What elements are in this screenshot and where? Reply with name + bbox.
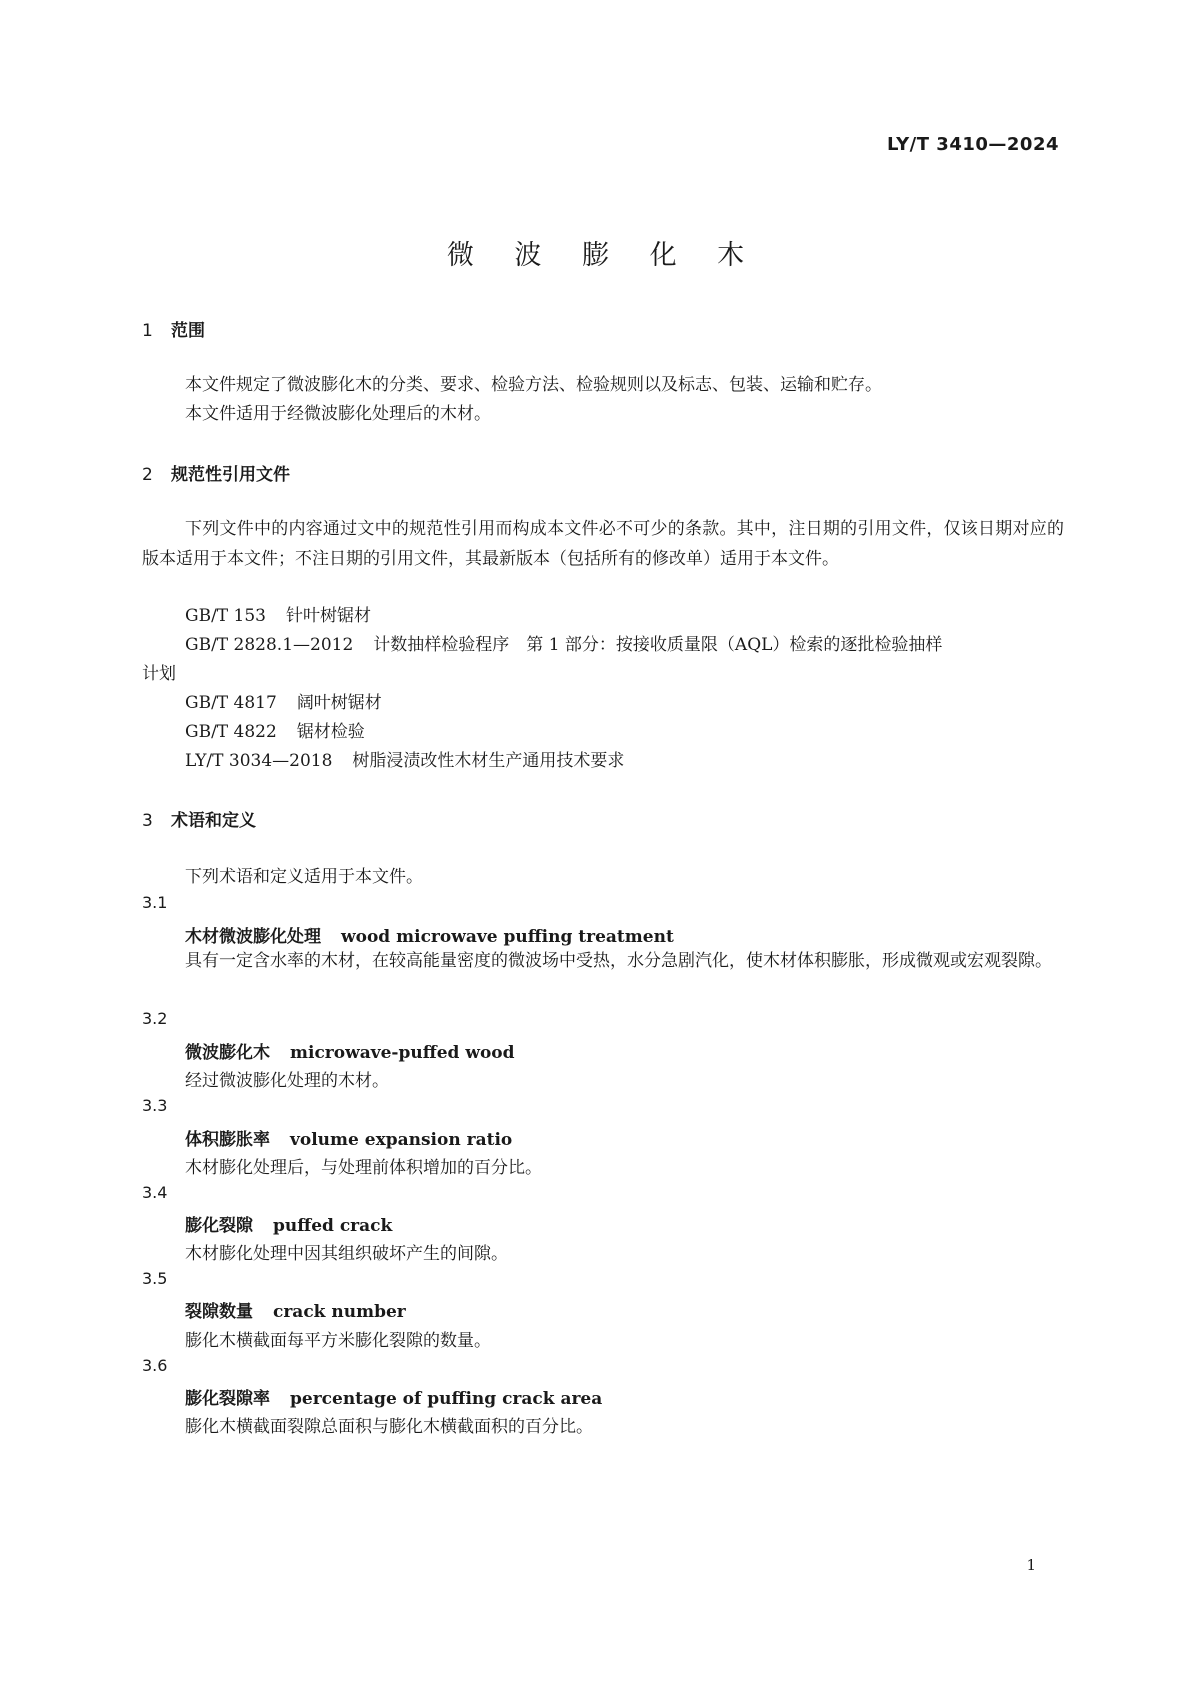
- term-number: 3.5: [142, 1269, 168, 1288]
- section-title: 术语和定义: [171, 811, 256, 831]
- term-heading: [185, 1297, 406, 1322]
- reference-title: 锯材检验: [296, 722, 365, 742]
- reference-code: GB/T 2828.1—2012: [185, 635, 354, 655]
- term-number: 3.1: [142, 893, 168, 912]
- page-number: 1: [1026, 1556, 1036, 1574]
- section-title: 范围: [171, 321, 205, 341]
- scope-paragraph-2: 本文件适用于经微波膨化处理后的木材。: [185, 404, 491, 424]
- term-en: wood microwave puffing treatment: [341, 927, 674, 947]
- reference-title: 计数抽样检验程序 第 1 部分：按接收质量限（AQL）检索的逐批检验抽样: [373, 635, 943, 655]
- term-number: 3.3: [142, 1096, 168, 1115]
- term-number: 3.2: [142, 1009, 168, 1028]
- term-heading: [185, 1038, 515, 1063]
- term-heading: [185, 1211, 392, 1236]
- section-number: 3: [142, 811, 153, 831]
- term-definition: 木材膨化处理中因其组织破坏产生的间隙。: [185, 1244, 508, 1264]
- document-title: 微 波 膨 化 木: [446, 240, 761, 271]
- section-3-heading: [142, 806, 256, 831]
- term-definition: 膨化木横截面每平方米膨化裂隙的数量。: [185, 1331, 491, 1351]
- terms-intro: 下列术语和定义适用于本文件。: [185, 867, 423, 887]
- term-number: 3.6: [142, 1356, 168, 1375]
- reference-item: [185, 717, 365, 742]
- term-heading: [185, 1384, 602, 1409]
- reference-code: GB/T 4817: [185, 693, 277, 713]
- term-cn: 微波膨化木: [185, 1043, 270, 1063]
- reference-item: [185, 630, 942, 655]
- term-en: volume expansion ratio: [290, 1130, 513, 1150]
- term-definition: 膨化木横截面裂隙总面积与膨化木横截面积的百分比。: [185, 1417, 593, 1437]
- reference-item: [185, 688, 382, 713]
- section-number: 2: [142, 465, 153, 485]
- term-en: microwave-puffed wood: [290, 1043, 515, 1063]
- reference-continuation: 计划: [142, 664, 176, 684]
- reference-item: [185, 601, 371, 626]
- reference-code: GB/T 4822: [185, 722, 277, 742]
- term-en: percentage of puffing crack area: [290, 1389, 603, 1409]
- reference-title: 树脂浸渍改性木材生产通用技术要求: [352, 751, 625, 771]
- term-cn: 木材微波膨化处理: [185, 927, 321, 947]
- section-title: 规范性引用文件: [171, 465, 290, 485]
- reference-title: 阔叶树锯材: [296, 693, 382, 713]
- term-cn: 裂隙数量: [185, 1302, 253, 1322]
- term-heading: [185, 1125, 512, 1150]
- scope-paragraph-1: 本文件规定了微波膨化木的分类、要求、检验方法、检验规则以及标志、包装、运输和贮存。: [185, 375, 882, 395]
- standard-code: LY/T 3410—2024: [886, 134, 1059, 155]
- term-number: 3.4: [142, 1183, 168, 1202]
- section-1-heading: [142, 316, 205, 341]
- term-en: crack number: [273, 1302, 406, 1322]
- term-cn: 膨化裂隙率: [185, 1389, 270, 1409]
- term-definition: 经过微波膨化处理的木材。: [185, 1071, 389, 1091]
- term-cn: 膨化裂隙: [185, 1216, 253, 1236]
- term-heading: [185, 922, 674, 947]
- section-number: 1: [142, 321, 153, 341]
- reference-title: 针叶树锯材: [286, 606, 371, 626]
- term-en: puffed crack: [273, 1216, 393, 1236]
- term-definition: 具有一定含水率的木材，在较高能量密度的微波场中受热，水分急剧汽化，使木材体积膨胀，形成微观或宏观裂隙。: [185, 951, 1052, 971]
- section-2-heading: [142, 460, 290, 485]
- term-definition: 木材膨化处理后，与处理前体积增加的百分比。: [185, 1158, 542, 1178]
- reference-code: LY/T 3034—2018: [185, 751, 333, 771]
- reference-code: GB/T 153: [185, 606, 266, 626]
- term-cn: 体积膨胀率: [185, 1130, 270, 1150]
- normative-refs-intro: 下列文件中的内容通过文中的规范性引用而构成本文件必不可少的条款。其中，注日期的引用文件，仅该日期对应的版本适用于本文件；不注日期的引用文件，其最新版本（包括所有的修改单）适用于本文件。: [142, 519, 1064, 569]
- reference-item: [185, 746, 624, 771]
